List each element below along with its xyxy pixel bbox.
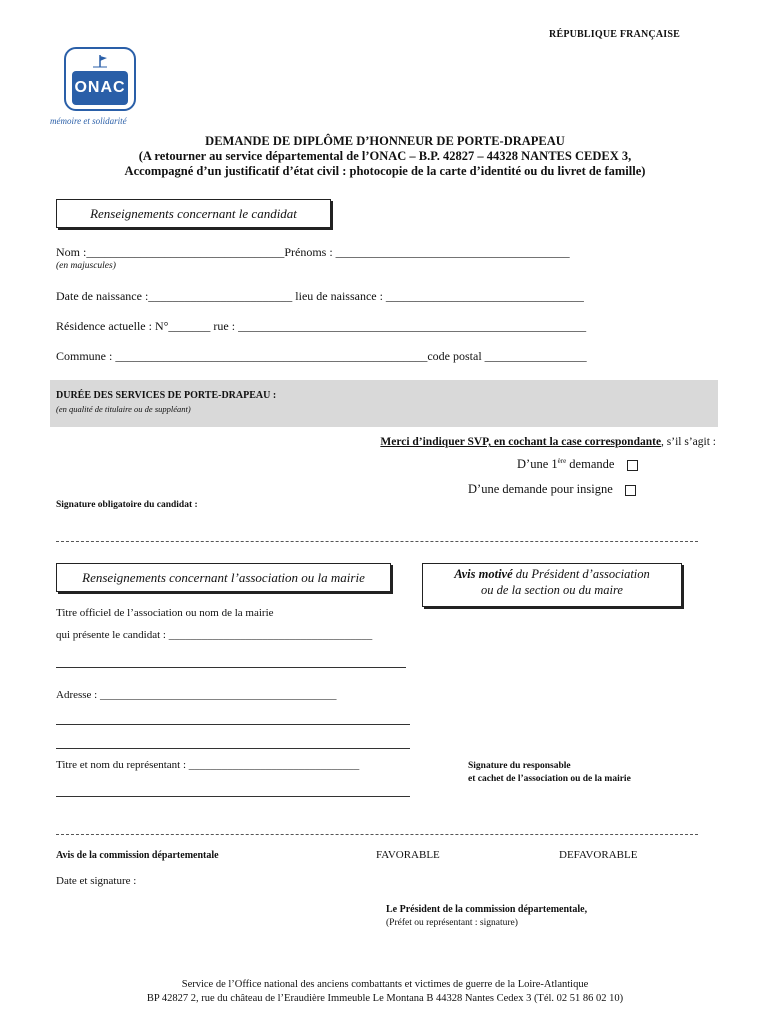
signature-candidat-label: Signature obligatoire du candidat : [56, 500, 198, 510]
footer [60, 978, 710, 1006]
title-line-2: (A retourner au service départemental de l’ONAC – B.P. 42827 – 44328 NANTES CEDEX 3, [138, 149, 632, 163]
majuscules-hint: (en majuscules) [56, 261, 116, 271]
title-line-3: Accompagné d’un justificatif d’état civil : photocopie de la carte d’identité ou du livret de famille) [124, 164, 646, 178]
residence-field[interactable]: Résidence actuelle : N°_______ rue : __________________________________________________________ [56, 319, 587, 333]
option1-sup: ère [557, 457, 567, 465]
avis-motive-box [422, 563, 682, 607]
president-sub-label: (Préfet ou représentant : signature) [386, 918, 518, 928]
sig-resp-line-1: Signature du responsable [468, 761, 571, 771]
footer-line-2: BP 42827 2, rue du château de l’Eraudière Immeuble Le Montana B 44328 Nantes Cedex 3 (Tél. 02 51 86 02 10) [146, 993, 624, 1004]
logo-devise: mémoire et solidarité [50, 116, 127, 126]
option1-suffix: demande [566, 457, 615, 472]
separator-dashed-1 [56, 541, 698, 542]
footer-line-1: Service de l’Office national des anciens combattants et victimes de guerre de la Loire-Atlantique [181, 979, 589, 990]
section-association-label: Renseignements concernant l’association ou la mairie [56, 563, 391, 592]
president-commission-label: Le Président de la commission départementale, [386, 904, 588, 915]
duree-subtitle: (en qualité de titulaire ou de suppléant) [56, 404, 191, 414]
avis-rest: du Président d’association [512, 567, 650, 581]
adresse-field[interactable]: Adresse : ___________________________________________ [56, 689, 337, 701]
document-title [60, 134, 710, 179]
representant-field[interactable]: Titre et nom du représentant : _______________________________ [56, 759, 360, 771]
flag-emblem-icon [90, 53, 110, 69]
republique-francaise: RÉPUBLIQUE FRANÇAISE [549, 29, 680, 40]
avis-commission-label: Avis de la commission départementale [56, 850, 219, 861]
date-signature-label: Date et signature : [56, 875, 137, 887]
nom-prenoms-field[interactable]: Nom :_________________________________Prénoms : _______________________________________ [56, 245, 570, 259]
signature-responsable-label [468, 760, 631, 786]
favorable-option: FAVORABLE [376, 849, 440, 861]
sig-resp-line-2: et cachet de l’association ou de la mairie [468, 774, 631, 784]
avis-line-2: ou de la section ou du maire [481, 583, 623, 597]
merci-rest: , s’il s’agit : [661, 436, 716, 448]
association-blank-line-1[interactable] [56, 667, 406, 668]
duree-title: DURÉE DES SERVICES DE PORTE-DRAPEAU : [56, 390, 277, 401]
option2-label: D’une demande pour insigne [468, 482, 613, 496]
logo-text: ONAC [74, 79, 126, 96]
section-candidat-label: Renseignements concernant le candidat [56, 199, 331, 228]
avis-bold: Avis motivé [454, 567, 513, 581]
association-blank-line-2[interactable] [56, 724, 410, 725]
option-premiere-demande [517, 457, 638, 472]
separator-dashed-2 [56, 834, 698, 835]
presente-candidat-field[interactable]: qui présente le candidat : _____________________________________ [56, 629, 373, 641]
association-blank-line-3[interactable] [56, 748, 410, 749]
premiere-demande-checkbox[interactable] [627, 460, 638, 471]
merci-underlined: Merci d’indiquer SVP, en cochant la case correspondante [380, 436, 662, 448]
titre-officiel-label: Titre officiel de l’association ou nom de la mairie [56, 607, 274, 619]
option1-prefix: D’une 1 [517, 457, 558, 472]
insigne-checkbox[interactable] [625, 485, 636, 496]
option-demande-insigne [468, 482, 636, 497]
merci-instruction [300, 436, 716, 448]
naissance-field[interactable]: Date de naissance :________________________ lieu de naissance : _________________________________ [56, 289, 584, 303]
defavorable-option: DEFAVORABLE [559, 849, 638, 861]
title-line-1: DEMANDE DE DIPLÔME D’HONNEUR DE PORTE-DRAPEAU [205, 134, 565, 148]
association-blank-line-4[interactable] [56, 796, 410, 797]
onac-logo [56, 45, 140, 115]
commune-field[interactable]: Commune : ____________________________________________________code postal _________________ [56, 349, 587, 363]
